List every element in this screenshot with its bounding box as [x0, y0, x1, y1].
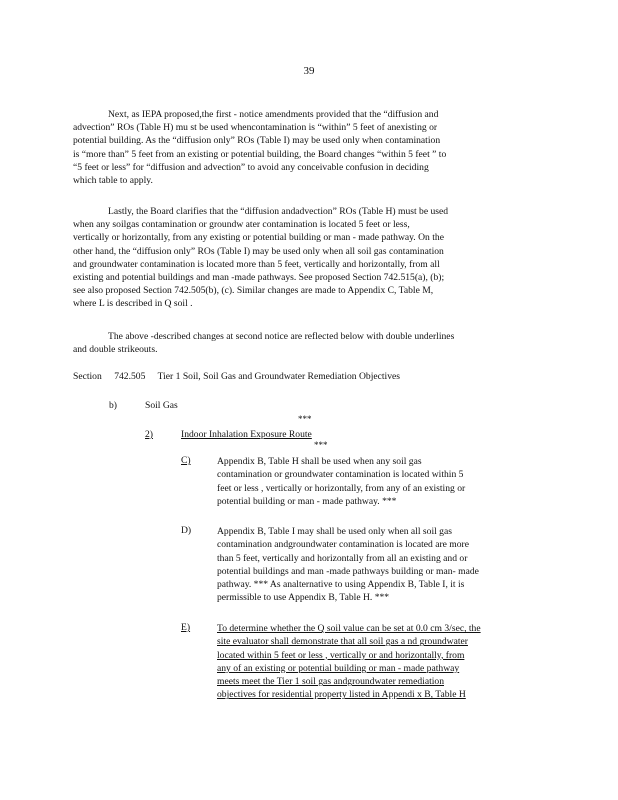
item-d-line-2: contamination andgroundwater contamination is located are more	[217, 539, 470, 551]
p1-line-2: advection” ROs (Table H) mu st be used whencontamination is “within” 5 feet of anexisting or	[73, 122, 438, 134]
item-2-label: 2)	[145, 429, 153, 440]
p2-line-3: vertically or horizontally, from any existing or potential building or man - made pathway. On the	[73, 232, 444, 244]
item-e-text	[217, 622, 533, 702]
subsection-label: b)	[109, 400, 117, 411]
item-d-line-6: permissible to use Appendix B, Table H. ***	[217, 592, 390, 604]
item-c-text	[217, 455, 533, 508]
section-title: Tier 1 Soil, Soil Gas and Groundwater Remediation Objectives	[157, 371, 400, 382]
p2-line-7: see also proposed Section 742.505(b), (c). Similar changes are made to Appendix C, Table M,	[73, 285, 434, 297]
p1-line-5: “5 feet or less” for “diffusion and advection” to avoid any conceivable confusion in deciding	[73, 161, 429, 173]
p2-line-1: Lastly, the Board clarifies that the “diffusion andadvection” ROs (Table H) must be used	[108, 206, 449, 217]
p1-line-3: potential building. As the “diffusion only” ROs (Table I) may be used only when contamination	[73, 135, 441, 147]
item-c-line-1: Appendix B, Table H shall be used when any soil gas	[217, 456, 422, 467]
p1-line-1: Next, as IEPA proposed,the first - notice amendments provided that the “diffusion and	[108, 109, 439, 120]
item-d-line-5: pathway. *** As analternative to using Appendix B, Table I, it is	[217, 579, 465, 591]
item-e-line-2: site evaluator shall demonstrate that all soil gas a nd groundwater	[217, 636, 468, 648]
p2-line-6: existing and potential buildings and man -made pathways. See proposed Section 742.515(a), (b);	[73, 272, 445, 284]
item-e-line-3: located within 5 feet or less , vertically or and horizontally, from	[217, 649, 465, 661]
item-d-line-4: potential buildings and man -made pathways building or man- made	[217, 565, 479, 577]
omission-stars-2: ***	[314, 440, 328, 450]
page-number: 39	[303, 65, 315, 77]
item-2-title: Indoor Inhalation Exposure Route	[181, 429, 312, 440]
item-c-line-2: contamination or groundwater contamination is located within 5	[217, 469, 464, 481]
p1-line-4: is “more than” 5 feet from an existing or potential building, the Board changes “within 5 feet ” to	[73, 148, 447, 160]
item-e-label: E)	[181, 622, 191, 633]
item-d-text	[217, 525, 533, 605]
item-d-line-1: Appendix B, Table I may shall be used only when all soil gas	[217, 526, 452, 537]
p3-line-2: and double strikeouts.	[73, 344, 158, 356]
p1-line-6: which table to apply.	[73, 175, 153, 187]
section-label: Section	[73, 371, 102, 382]
section-number: 742.505	[114, 371, 146, 382]
item-c-line-3: feet or less , vertically or horizontally, from any of an existing or	[217, 482, 466, 494]
item-c-label: C)	[181, 455, 191, 466]
paragraph-1	[73, 108, 540, 187]
item-d-line-3: than 5 feet, vertically and horizontally from all an existing and or	[217, 552, 468, 564]
section-heading	[73, 371, 410, 382]
item-d-label: D)	[181, 525, 192, 536]
item-e-line-5: meets meet the Tier 1 soil gas andgroundwater remediation	[217, 676, 444, 688]
p2-line-5: and groundwater contamination is located more than 5 feet, vertically and horizontally, from all	[73, 258, 440, 270]
omission-stars-1: ***	[298, 414, 312, 424]
p2-line-8: where L is described in Q soil .	[73, 298, 193, 310]
item-c-line-4: potential building or man - made pathway. ***	[217, 495, 397, 507]
item-e-line-4: any of an existing or potential building or man - made pathway	[217, 662, 460, 674]
item-e-line-1: To determine whether the Q soil value can be set at 0.0 cm 3/sec, the	[217, 623, 481, 634]
p3-line-1: The above -described changes at second notice are reflected below with double underlines	[108, 331, 455, 342]
subsection-title: Soil Gas	[145, 400, 178, 411]
p2-line-2: when any soilgas contamination or groundw ater contamination is located 5 feet or less,	[73, 219, 410, 231]
paragraph-3	[73, 330, 540, 356]
p2-line-4: other hand, the “diffusion only” ROs (Table I) may be used only when all soil gas contamination	[73, 245, 444, 257]
item-e-line-6: objectives for residential property listed in Appendi x B, Table H	[217, 689, 466, 701]
paragraph-2	[73, 205, 540, 311]
